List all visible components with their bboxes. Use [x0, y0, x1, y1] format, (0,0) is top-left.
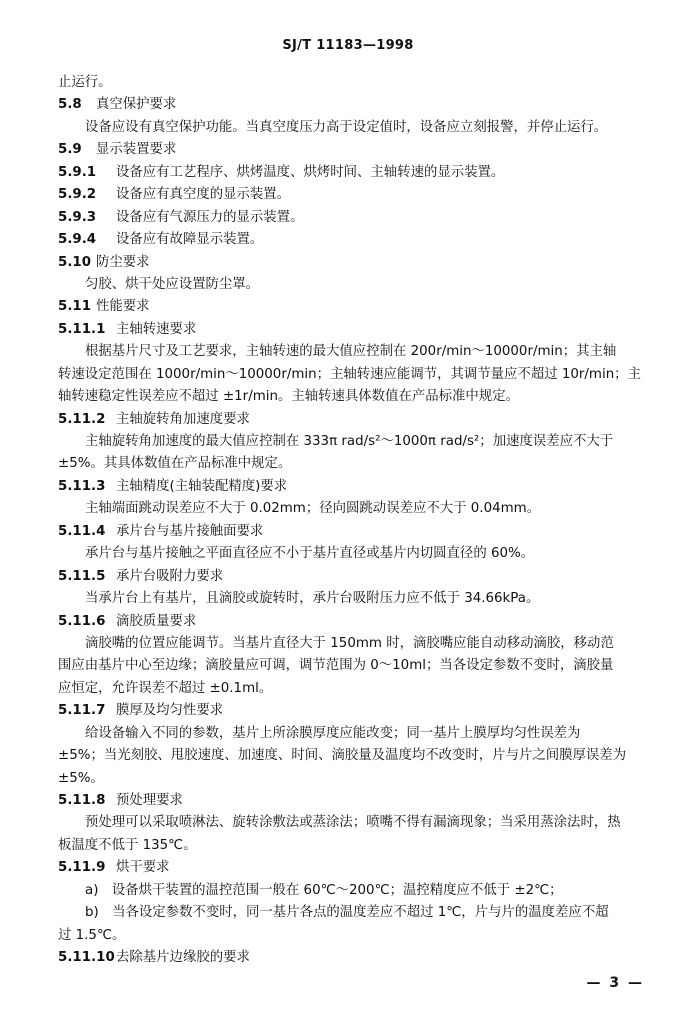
paragraph-line: 当承片台上有基片，且滴胶或旋转时，承片台吸附压力应不低于 34.66kPa。	[85, 591, 540, 607]
paragraph-line: ±5%。	[58, 770, 104, 786]
section-title: 显示装置要求	[96, 142, 177, 158]
document-body	[58, 72, 656, 970]
section-number: 5.11.6	[58, 613, 106, 629]
section-heading	[58, 566, 656, 588]
section-title: 设备应有真空度的显示装置。	[116, 187, 291, 203]
section-heading	[58, 319, 656, 341]
section-title: 主轴旋转角加速度要求	[116, 411, 250, 427]
section-number: 5.11.7	[58, 703, 106, 719]
paragraph-line: b) 当各设定参数不变时，同一基片各点的温度差应不超过 1℃，片与片的温度差应不超	[85, 905, 609, 921]
section-number: 5.11.10	[58, 950, 115, 966]
section-heading	[58, 476, 656, 498]
section-heading	[58, 139, 656, 161]
section-heading	[58, 521, 656, 543]
section-number: 5.9.3	[58, 209, 97, 225]
paragraph-line: 板温度不低于 135℃。	[58, 837, 197, 853]
paragraph-line: 轴转速稳定性误差应不超过 ±1r/min。主轴转速具体数值在产品标准中规定。	[58, 389, 519, 405]
paragraph-line: 过 1.5℃。	[58, 927, 126, 943]
section-heading	[58, 700, 656, 722]
section-number: 5.11	[58, 299, 92, 315]
section-heading	[58, 947, 656, 969]
paragraph-line: 止运行。	[58, 75, 112, 90]
section-heading	[58, 229, 656, 251]
paragraph-line: 承片台与基片接触之平面直径应不小于基片直径或基片内切圆直径的 60%。	[85, 546, 535, 562]
section-title: 膜厚及均匀性要求	[116, 703, 224, 719]
section-title: 设备应有气源压力的显示装置。	[116, 209, 304, 225]
section-title: 承片台吸附力要求	[116, 568, 224, 584]
section-heading	[58, 252, 656, 274]
section-number: 5.11.5	[58, 568, 106, 584]
paragraph-line: 转速设定范围在 1000r/min～10000r/min；主轴转速应能调节，其调节量应不超过 10r/min；主	[58, 366, 641, 382]
section-number: 5.11.1	[58, 321, 106, 337]
section-number: 5.9.1	[58, 164, 97, 180]
section-number: 5.9.2	[58, 187, 97, 203]
page-header-doc-number: SJ/T 11183—1998	[282, 38, 414, 53]
section-title: 预处理要求	[116, 793, 183, 808]
section-title: 设备应有故障显示装置。	[116, 232, 264, 248]
paragraph-line: a) 设备烘干装置的温控范围一般在 60℃～200℃；温控精度应不低于 ±2℃；	[85, 882, 563, 898]
section-title: 真空保护要求	[96, 97, 177, 113]
section-heading	[58, 162, 656, 184]
paragraph-line: 匀胶、烘干处应设置防尘罩。	[85, 276, 260, 292]
paragraph-line: 主轴旋转角加速度的最大值应控制在 333π rad/s²～1000π rad/s²；加速度误差应不大于	[85, 434, 614, 449]
section-heading	[58, 790, 656, 812]
section-title: 主轴转速要求	[116, 321, 197, 337]
paragraph-line: ±5%。其具体数值在产品标准中规定。	[58, 456, 292, 472]
section-title: 滴胶质量要求	[116, 613, 197, 629]
paragraph-line: ±5%；当光刻胶、甩胶速度、加速度、时间、滴胶量及温度均不改变时，片与片之间膜厚误差为	[58, 748, 627, 764]
section-heading	[58, 611, 656, 633]
paragraph-line: 滴胶嘴的位置应能调节。当基片直径大于 150mm 时，滴胶嘴应能自动移动滴胶，移动范	[85, 635, 614, 651]
section-number: 5.11.2	[58, 411, 106, 427]
section-heading	[58, 184, 656, 206]
paragraph-line: 主轴端面跳动误差应不大于 0.02mm；径向圆跳动误差应不大于 0.04mm。	[85, 501, 541, 517]
section-heading	[58, 207, 656, 229]
paragraph-line: 根据基片尺寸及工艺要求，主轴转速的最大值应控制在 200r/min～10000r/min；其主轴	[85, 344, 617, 360]
section-number: 5.11.9	[58, 860, 106, 876]
section-number: 5.11.8	[58, 793, 106, 808]
paragraph-line: 围应由基片中心至边缘；滴胶量应可调，调节范围为 0～10ml；当各设定参数不变时，滴胶量	[58, 658, 614, 674]
section-heading	[58, 296, 656, 318]
paragraph-line: 给设备输入不同的参数，基片上所涂膜厚度应能改变；同一基片上膜厚均匀性误差为	[85, 725, 581, 741]
section-title: 防尘要求	[96, 254, 150, 270]
section-title: 承片台与基片接触面要求	[116, 523, 264, 539]
section-title: 去除基片边缘胶的要求	[116, 950, 250, 966]
paragraph-line: 应恒定，允许误差不超过 ±0.1ml。	[58, 680, 273, 696]
section-title: 烘干要求	[116, 860, 170, 876]
paragraph-line: 预处理可以采取喷淋法、旋转涂敷法或蒸涂法；喷嘴不得有漏滴现象；当采用蒸涂法时，热	[85, 815, 621, 831]
paragraph-line: 设备应设有真空保护功能。当真空度压力高于设定值时，设备应立刻报警，并停止运行。	[85, 119, 608, 135]
section-title: 主轴精度(主轴装配精度)要求	[116, 478, 288, 494]
section-number: 5.11.3	[58, 478, 106, 494]
section-number: 5.9	[58, 142, 82, 158]
section-title: 设备应有工艺程序、烘烤温度、烘烤时间、主轴转速的显示装置。	[116, 164, 505, 180]
section-heading	[58, 857, 656, 879]
page-number: — 3 —	[586, 975, 644, 991]
section-number: 5.11.4	[58, 523, 106, 539]
section-heading	[58, 94, 656, 116]
section-number: 5.8	[58, 97, 82, 113]
section-heading	[58, 409, 656, 431]
section-title: 性能要求	[96, 299, 150, 315]
section-number: 5.10	[58, 254, 92, 270]
section-number: 5.9.4	[58, 232, 97, 248]
